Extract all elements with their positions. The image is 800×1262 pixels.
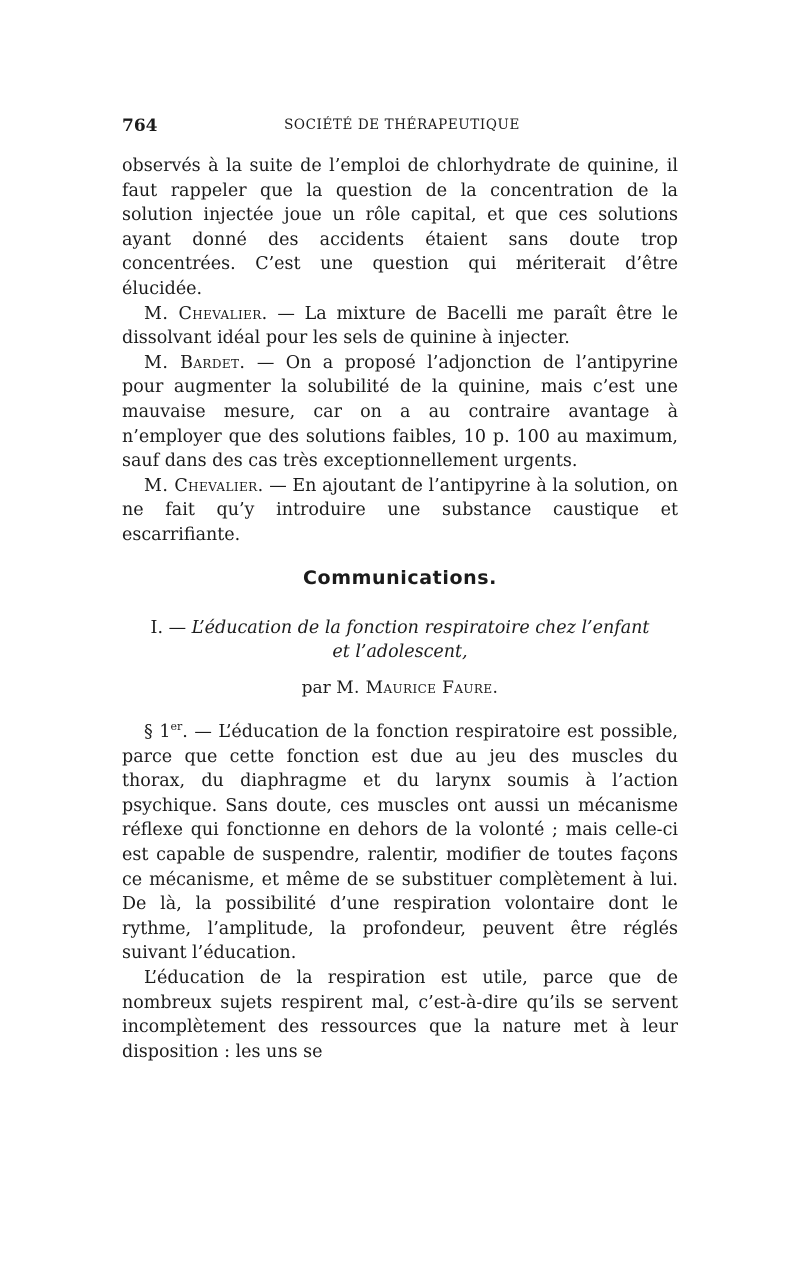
speaker-name: M. Bardet.: [144, 352, 246, 373]
speaker-name: M. Chevalier.: [144, 303, 268, 324]
page-number: 764: [122, 116, 158, 136]
byline-prefix: par: [301, 678, 337, 698]
body-paragraph: [122, 720, 678, 966]
section-mark: § 1: [144, 722, 171, 742]
section-mark-superscript: er: [170, 720, 183, 734]
discussion-paragraph: observés à la suite de l’emploi de chlorhydrate de quinine, il faut rappeler que la question de la concentration de la solution injectée joue un rôle capital, et que ces solutions ayant donné des accidents étaient sans doute trop concentrées. C’est une question qui mériterait d’être élucidée.: [122, 156, 678, 299]
discussion-paragraph: [122, 302, 678, 351]
article-number: I. —: [150, 618, 192, 638]
article-byline: [122, 678, 678, 698]
section-heading: Communications.: [303, 567, 497, 589]
body-paragraph-text: . — L’éducation de la fonction respiratoire est possible, parce que cette fonction est due au jeu des muscles du thorax, du diaphragme et du larynx soumis à l’action psychique. Sans doute, ces muscles ont aussi un mécanisme réflexe qui fonctionne en dehors de la volonté ; mais celle-ci est capable de suspendre, ralentir, modifier de toutes façons ce mécanisme, et même de se substituer complètement à lui. De là, la possibilité d’une respiration volontaire dont le rythme, l’amplitude, la profondeur, peuvent être réglés suivant l’éducation.: [122, 722, 678, 964]
article-title-line-2: et l’adolescent,: [332, 642, 468, 662]
article-title: [122, 616, 678, 664]
article-title-line-1: L’éducation de la fonction respiratoire chez l’enfant: [191, 618, 650, 638]
speaker-remark: — En ajoutant de l’antipyrine à la solution, on ne fait qu’y introduire une substance caustique et escarrifiante.: [122, 475, 678, 545]
discussion-paragraph: [122, 351, 678, 474]
article-body: [122, 720, 678, 1064]
speaker-name: M. Chevalier.: [144, 475, 264, 496]
speaker-remark: — On a proposé l’adjonction de l’antipyrine pour augmenter la solubilité de la quinine, mais c’est une mauvaise mesure, car on a au contraire avantage à n’employer que des solutions faibles, 10 p. 100 au maximum, sauf dans des cas très exceptionnellement urgents.: [122, 352, 678, 472]
speaker-remark: — La mixture de Bacelli me paraît être le dissolvant idéal pour les sels de quinine à injecter.: [122, 303, 678, 349]
page-header: [122, 116, 682, 136]
running-head: SOCIÉTÉ DE THÉRAPEUTIQUE: [284, 117, 520, 133]
body-paragraph: L’éducation de la respiration est utile, parce que de nombreux sujets respirent mal, c’est-à-dire qu’ils se servent incomplètement des ressources que la nature met à leur disposition : les uns se: [122, 967, 678, 1062]
discussion-paragraph: [122, 474, 678, 548]
discussion-text: [122, 154, 678, 548]
byline-author: M. Maurice Faure.: [336, 678, 499, 698]
